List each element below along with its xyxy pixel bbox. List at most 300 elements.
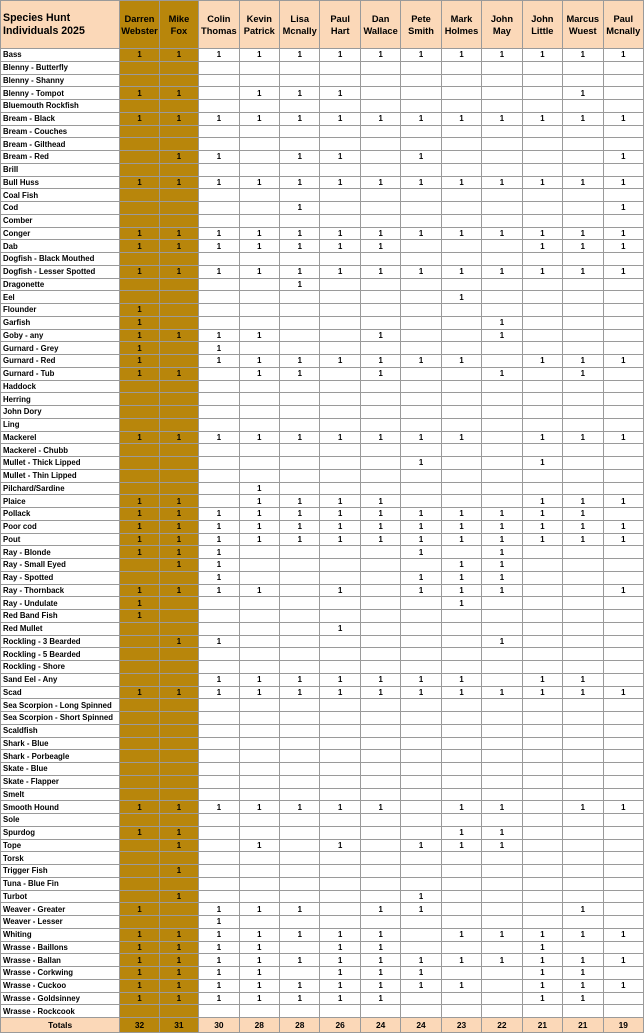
catch-cell bbox=[199, 316, 239, 329]
catch-cell bbox=[280, 482, 320, 495]
catch-cell: 1 bbox=[603, 151, 643, 164]
catch-cell: 1 bbox=[159, 546, 198, 559]
table-row bbox=[1, 495, 644, 508]
catch-cell bbox=[441, 622, 481, 635]
catch-cell bbox=[563, 189, 603, 202]
catch-cell bbox=[120, 61, 159, 74]
catch-cell: 1 bbox=[159, 954, 198, 967]
table-row bbox=[1, 278, 644, 291]
catch-cell bbox=[280, 1005, 320, 1018]
catch-cell bbox=[239, 622, 279, 635]
catch-cell: 1 bbox=[522, 520, 562, 533]
catch-cell: 1 bbox=[360, 176, 400, 189]
catch-cell bbox=[120, 877, 159, 890]
catch-cell: 1 bbox=[159, 533, 198, 546]
catch-cell: 1 bbox=[482, 584, 522, 597]
catch-cell bbox=[120, 814, 159, 827]
catch-cell: 1 bbox=[280, 278, 320, 291]
species-name: Blenny - Tompot bbox=[1, 87, 120, 100]
catch-cell: 1 bbox=[522, 112, 562, 125]
species-name: Wrasse - Cuckoo bbox=[1, 979, 120, 992]
catch-cell: 1 bbox=[280, 954, 320, 967]
catch-cell bbox=[320, 788, 360, 801]
catch-cell bbox=[280, 763, 320, 776]
catch-cell: 1 bbox=[401, 112, 441, 125]
catch-cell bbox=[482, 100, 522, 113]
catch-cell bbox=[401, 635, 441, 648]
catch-cell: 1 bbox=[320, 954, 360, 967]
catch-cell bbox=[482, 240, 522, 253]
catch-cell bbox=[563, 852, 603, 865]
catch-cell bbox=[199, 699, 239, 712]
catch-cell bbox=[441, 699, 481, 712]
catch-cell: 1 bbox=[159, 826, 198, 839]
catch-cell bbox=[239, 163, 279, 176]
catch-cell: 1 bbox=[159, 890, 198, 903]
catch-cell bbox=[280, 457, 320, 470]
catch-cell bbox=[239, 444, 279, 457]
species-name: Eel bbox=[1, 291, 120, 304]
catch-cell bbox=[320, 189, 360, 202]
catch-cell bbox=[482, 916, 522, 929]
species-name: Dab bbox=[1, 240, 120, 253]
catch-cell bbox=[522, 125, 562, 138]
catch-cell: 1 bbox=[159, 686, 198, 699]
catch-cell: 1 bbox=[120, 431, 159, 444]
catch-cell bbox=[360, 699, 400, 712]
catch-cell bbox=[360, 763, 400, 776]
catch-cell: 1 bbox=[603, 686, 643, 699]
catch-cell bbox=[441, 737, 481, 750]
species-name: Blenny - Shanny bbox=[1, 74, 120, 87]
catch-cell: 1 bbox=[199, 584, 239, 597]
catch-cell: 1 bbox=[522, 495, 562, 508]
species-name: Poor cod bbox=[1, 520, 120, 533]
catch-cell bbox=[280, 788, 320, 801]
catch-cell: 1 bbox=[320, 673, 360, 686]
catch-cell bbox=[401, 100, 441, 113]
catch-cell: 1 bbox=[239, 520, 279, 533]
catch-cell bbox=[563, 151, 603, 164]
catch-cell: 1 bbox=[401, 508, 441, 521]
catch-cell bbox=[120, 750, 159, 763]
catch-cell bbox=[441, 814, 481, 827]
catch-cell bbox=[563, 788, 603, 801]
catch-cell bbox=[603, 469, 643, 482]
catch-cell bbox=[199, 367, 239, 380]
catch-cell bbox=[280, 865, 320, 878]
catch-cell bbox=[239, 916, 279, 929]
table-row bbox=[1, 406, 644, 419]
catch-cell bbox=[603, 138, 643, 151]
catch-cell bbox=[159, 214, 198, 227]
catch-cell: 1 bbox=[482, 571, 522, 584]
table-row bbox=[1, 163, 644, 176]
catch-cell bbox=[320, 316, 360, 329]
species-name: Gurnard - Grey bbox=[1, 342, 120, 355]
catch-cell: 1 bbox=[199, 571, 239, 584]
catch-cell bbox=[563, 610, 603, 623]
table-row bbox=[1, 763, 644, 776]
catch-cell bbox=[522, 699, 562, 712]
catch-cell bbox=[522, 74, 562, 87]
catch-cell: 1 bbox=[401, 265, 441, 278]
catch-cell: 1 bbox=[239, 482, 279, 495]
catch-cell bbox=[603, 737, 643, 750]
species-name: John Dory bbox=[1, 406, 120, 419]
catch-cell bbox=[239, 418, 279, 431]
catch-cell bbox=[320, 100, 360, 113]
table-row bbox=[1, 635, 644, 648]
catch-cell bbox=[159, 278, 198, 291]
catch-cell: 1 bbox=[441, 265, 481, 278]
catch-cell: 1 bbox=[563, 176, 603, 189]
species-name: Ray - Small Eyed bbox=[1, 559, 120, 572]
catch-cell bbox=[199, 814, 239, 827]
catch-cell bbox=[563, 546, 603, 559]
catch-cell bbox=[239, 100, 279, 113]
column-header: John May bbox=[482, 1, 522, 49]
catch-cell bbox=[159, 457, 198, 470]
catch-cell: 1 bbox=[482, 533, 522, 546]
catch-cell bbox=[522, 712, 562, 725]
catch-cell bbox=[120, 1005, 159, 1018]
catch-cell bbox=[603, 852, 643, 865]
catch-cell bbox=[563, 469, 603, 482]
total-cell: 24 bbox=[360, 1018, 400, 1033]
species-name: Wrasse - Corkwing bbox=[1, 967, 120, 980]
table-row bbox=[1, 686, 644, 699]
catch-cell: 1 bbox=[360, 903, 400, 916]
species-name: Ray - Blonde bbox=[1, 546, 120, 559]
catch-cell: 1 bbox=[199, 954, 239, 967]
species-name: Herring bbox=[1, 393, 120, 406]
catch-cell bbox=[239, 597, 279, 610]
catch-cell: 1 bbox=[120, 342, 159, 355]
catch-cell bbox=[482, 163, 522, 176]
catch-cell: 1 bbox=[199, 329, 239, 342]
catch-cell: 1 bbox=[401, 673, 441, 686]
catch-cell bbox=[360, 622, 400, 635]
catch-cell bbox=[522, 482, 562, 495]
catch-cell bbox=[563, 775, 603, 788]
catch-cell: 1 bbox=[360, 992, 400, 1005]
catch-cell bbox=[482, 482, 522, 495]
catch-cell: 1 bbox=[320, 967, 360, 980]
total-cell: 22 bbox=[482, 1018, 522, 1033]
catch-cell: 1 bbox=[522, 227, 562, 240]
species-name: Flounder bbox=[1, 304, 120, 317]
catch-cell: 1 bbox=[320, 240, 360, 253]
total-cell: 21 bbox=[522, 1018, 562, 1033]
catch-cell: 1 bbox=[482, 176, 522, 189]
catch-cell bbox=[199, 74, 239, 87]
catch-cell bbox=[199, 865, 239, 878]
catch-cell: 1 bbox=[239, 265, 279, 278]
catch-cell: 1 bbox=[441, 112, 481, 125]
catch-cell bbox=[522, 852, 562, 865]
table-row bbox=[1, 100, 644, 113]
catch-cell: 1 bbox=[159, 801, 198, 814]
catch-cell bbox=[603, 661, 643, 674]
catch-cell: 1 bbox=[522, 954, 562, 967]
catch-cell bbox=[401, 941, 441, 954]
species-name: Gurnard - Red bbox=[1, 355, 120, 368]
catch-cell bbox=[120, 890, 159, 903]
table-row bbox=[1, 214, 644, 227]
table-row bbox=[1, 508, 644, 521]
catch-cell bbox=[239, 74, 279, 87]
catch-cell bbox=[120, 775, 159, 788]
catch-cell: 1 bbox=[482, 954, 522, 967]
catch-cell bbox=[563, 622, 603, 635]
table-row bbox=[1, 87, 644, 100]
catch-cell bbox=[360, 342, 400, 355]
catch-cell: 1 bbox=[441, 597, 481, 610]
catch-cell bbox=[522, 788, 562, 801]
catch-cell bbox=[280, 775, 320, 788]
catch-cell: 1 bbox=[563, 495, 603, 508]
catch-cell bbox=[239, 814, 279, 827]
catch-cell bbox=[482, 444, 522, 457]
catch-cell: 1 bbox=[360, 673, 400, 686]
catch-cell: 1 bbox=[563, 227, 603, 240]
catch-cell: 1 bbox=[159, 928, 198, 941]
catch-cell: 1 bbox=[239, 992, 279, 1005]
column-header: Pete Smith bbox=[401, 1, 441, 49]
catch-cell bbox=[120, 865, 159, 878]
catch-cell: 1 bbox=[320, 112, 360, 125]
catch-cell: 1 bbox=[401, 227, 441, 240]
catch-cell: 1 bbox=[320, 151, 360, 164]
catch-cell bbox=[199, 839, 239, 852]
catch-cell: 1 bbox=[120, 954, 159, 967]
catch-cell: 1 bbox=[120, 355, 159, 368]
catch-cell bbox=[563, 916, 603, 929]
catch-cell bbox=[280, 189, 320, 202]
table-row bbox=[1, 304, 644, 317]
catch-cell: 1 bbox=[522, 967, 562, 980]
catch-cell bbox=[159, 622, 198, 635]
table-row bbox=[1, 648, 644, 661]
table-row bbox=[1, 839, 644, 852]
catch-cell bbox=[441, 74, 481, 87]
catch-cell: 1 bbox=[239, 227, 279, 240]
catch-cell bbox=[441, 852, 481, 865]
catch-cell bbox=[320, 635, 360, 648]
catch-cell bbox=[482, 1005, 522, 1018]
catch-cell bbox=[320, 125, 360, 138]
catch-cell bbox=[522, 469, 562, 482]
catch-cell: 1 bbox=[441, 533, 481, 546]
catch-cell bbox=[199, 278, 239, 291]
catch-cell bbox=[199, 406, 239, 419]
catch-cell: 1 bbox=[159, 559, 198, 572]
table-row bbox=[1, 444, 644, 457]
catch-cell bbox=[603, 278, 643, 291]
catch-cell: 1 bbox=[120, 367, 159, 380]
species-name: Skate - Flapper bbox=[1, 775, 120, 788]
catch-cell bbox=[603, 329, 643, 342]
catch-cell bbox=[159, 444, 198, 457]
catch-cell bbox=[320, 826, 360, 839]
table-row bbox=[1, 903, 644, 916]
catch-cell bbox=[522, 661, 562, 674]
table-row bbox=[1, 367, 644, 380]
catch-cell: 1 bbox=[159, 979, 198, 992]
catch-cell: 1 bbox=[120, 992, 159, 1005]
species-name: Rockling - 3 Bearded bbox=[1, 635, 120, 648]
catch-cell bbox=[482, 380, 522, 393]
catch-cell: 1 bbox=[563, 903, 603, 916]
catch-cell bbox=[159, 61, 198, 74]
catch-cell bbox=[360, 74, 400, 87]
catch-cell: 1 bbox=[159, 495, 198, 508]
catch-cell: 1 bbox=[401, 571, 441, 584]
catch-cell: 1 bbox=[401, 979, 441, 992]
catch-cell bbox=[280, 750, 320, 763]
table-row bbox=[1, 1005, 644, 1018]
column-header: John Little bbox=[522, 1, 562, 49]
catch-cell: 1 bbox=[159, 176, 198, 189]
catch-cell bbox=[360, 890, 400, 903]
species-name: Mackerel - Chubb bbox=[1, 444, 120, 457]
catch-cell bbox=[239, 138, 279, 151]
catch-cell: 1 bbox=[239, 533, 279, 546]
catch-cell: 1 bbox=[563, 673, 603, 686]
catch-cell: 1 bbox=[199, 265, 239, 278]
catch-cell bbox=[199, 495, 239, 508]
catch-cell bbox=[401, 380, 441, 393]
catch-cell bbox=[320, 852, 360, 865]
catch-cell bbox=[401, 87, 441, 100]
catch-cell bbox=[199, 750, 239, 763]
catch-cell bbox=[360, 852, 400, 865]
catch-cell bbox=[603, 253, 643, 266]
catch-cell bbox=[401, 469, 441, 482]
catch-cell: 1 bbox=[280, 265, 320, 278]
catch-cell bbox=[280, 661, 320, 674]
catch-cell: 1 bbox=[320, 265, 360, 278]
catch-cell bbox=[441, 457, 481, 470]
table-row bbox=[1, 801, 644, 814]
catch-cell: 1 bbox=[120, 176, 159, 189]
catch-cell bbox=[441, 916, 481, 929]
catch-cell bbox=[280, 941, 320, 954]
catch-cell bbox=[239, 661, 279, 674]
catch-cell: 1 bbox=[603, 265, 643, 278]
catch-cell: 1 bbox=[239, 673, 279, 686]
catch-cell bbox=[522, 304, 562, 317]
catch-cell bbox=[522, 584, 562, 597]
catch-cell bbox=[159, 380, 198, 393]
catch-cell bbox=[199, 380, 239, 393]
catch-cell bbox=[159, 125, 198, 138]
catch-cell bbox=[320, 571, 360, 584]
catch-cell: 1 bbox=[280, 508, 320, 521]
header-row bbox=[1, 1, 644, 49]
catch-cell: 1 bbox=[441, 559, 481, 572]
catch-cell: 1 bbox=[482, 559, 522, 572]
table-row bbox=[1, 342, 644, 355]
catch-cell: 1 bbox=[360, 367, 400, 380]
catch-cell bbox=[199, 890, 239, 903]
catch-cell bbox=[603, 214, 643, 227]
catch-cell bbox=[239, 214, 279, 227]
catch-cell bbox=[401, 316, 441, 329]
catch-cell bbox=[401, 775, 441, 788]
catch-cell bbox=[522, 100, 562, 113]
species-name: Bull Huss bbox=[1, 176, 120, 189]
catch-cell bbox=[401, 291, 441, 304]
catch-cell bbox=[199, 712, 239, 725]
catch-cell: 1 bbox=[360, 227, 400, 240]
catch-cell: 1 bbox=[320, 508, 360, 521]
catch-cell: 1 bbox=[603, 979, 643, 992]
catch-cell bbox=[159, 724, 198, 737]
catch-cell bbox=[603, 546, 643, 559]
catch-cell bbox=[401, 622, 441, 635]
catch-cell bbox=[441, 418, 481, 431]
catch-cell bbox=[563, 406, 603, 419]
species-name: Comber bbox=[1, 214, 120, 227]
table-row bbox=[1, 750, 644, 763]
total-cell: 28 bbox=[280, 1018, 320, 1033]
catch-cell bbox=[199, 61, 239, 74]
catch-cell bbox=[280, 916, 320, 929]
catch-cell bbox=[120, 380, 159, 393]
catch-cell: 1 bbox=[280, 355, 320, 368]
column-header: Kevin Patrick bbox=[239, 1, 279, 49]
catch-cell bbox=[441, 125, 481, 138]
catch-cell bbox=[603, 724, 643, 737]
catch-cell bbox=[320, 418, 360, 431]
catch-cell: 1 bbox=[441, 49, 481, 62]
catch-cell bbox=[120, 418, 159, 431]
catch-cell: 1 bbox=[401, 520, 441, 533]
catch-cell bbox=[120, 788, 159, 801]
catch-cell bbox=[522, 571, 562, 584]
catch-cell bbox=[482, 431, 522, 444]
catch-cell bbox=[563, 163, 603, 176]
catch-cell bbox=[159, 699, 198, 712]
catch-cell bbox=[522, 163, 562, 176]
catch-cell bbox=[120, 253, 159, 266]
catch-cell bbox=[280, 546, 320, 559]
catch-cell: 1 bbox=[280, 801, 320, 814]
catch-cell bbox=[360, 775, 400, 788]
catch-cell bbox=[239, 406, 279, 419]
catch-cell bbox=[522, 737, 562, 750]
catch-cell bbox=[522, 648, 562, 661]
catch-cell bbox=[120, 125, 159, 138]
species-name: Rockling - 5 Bearded bbox=[1, 648, 120, 661]
totals-row bbox=[1, 1018, 644, 1033]
catch-cell bbox=[603, 865, 643, 878]
catch-cell bbox=[320, 661, 360, 674]
catch-cell bbox=[482, 788, 522, 801]
catch-cell bbox=[239, 865, 279, 878]
catch-cell bbox=[199, 597, 239, 610]
table-row bbox=[1, 610, 644, 623]
catch-cell: 1 bbox=[159, 265, 198, 278]
table-row bbox=[1, 559, 644, 572]
catch-cell: 1 bbox=[522, 457, 562, 470]
catch-cell: 1 bbox=[280, 151, 320, 164]
catch-cell: 1 bbox=[603, 928, 643, 941]
catch-cell bbox=[563, 699, 603, 712]
table-row bbox=[1, 775, 644, 788]
